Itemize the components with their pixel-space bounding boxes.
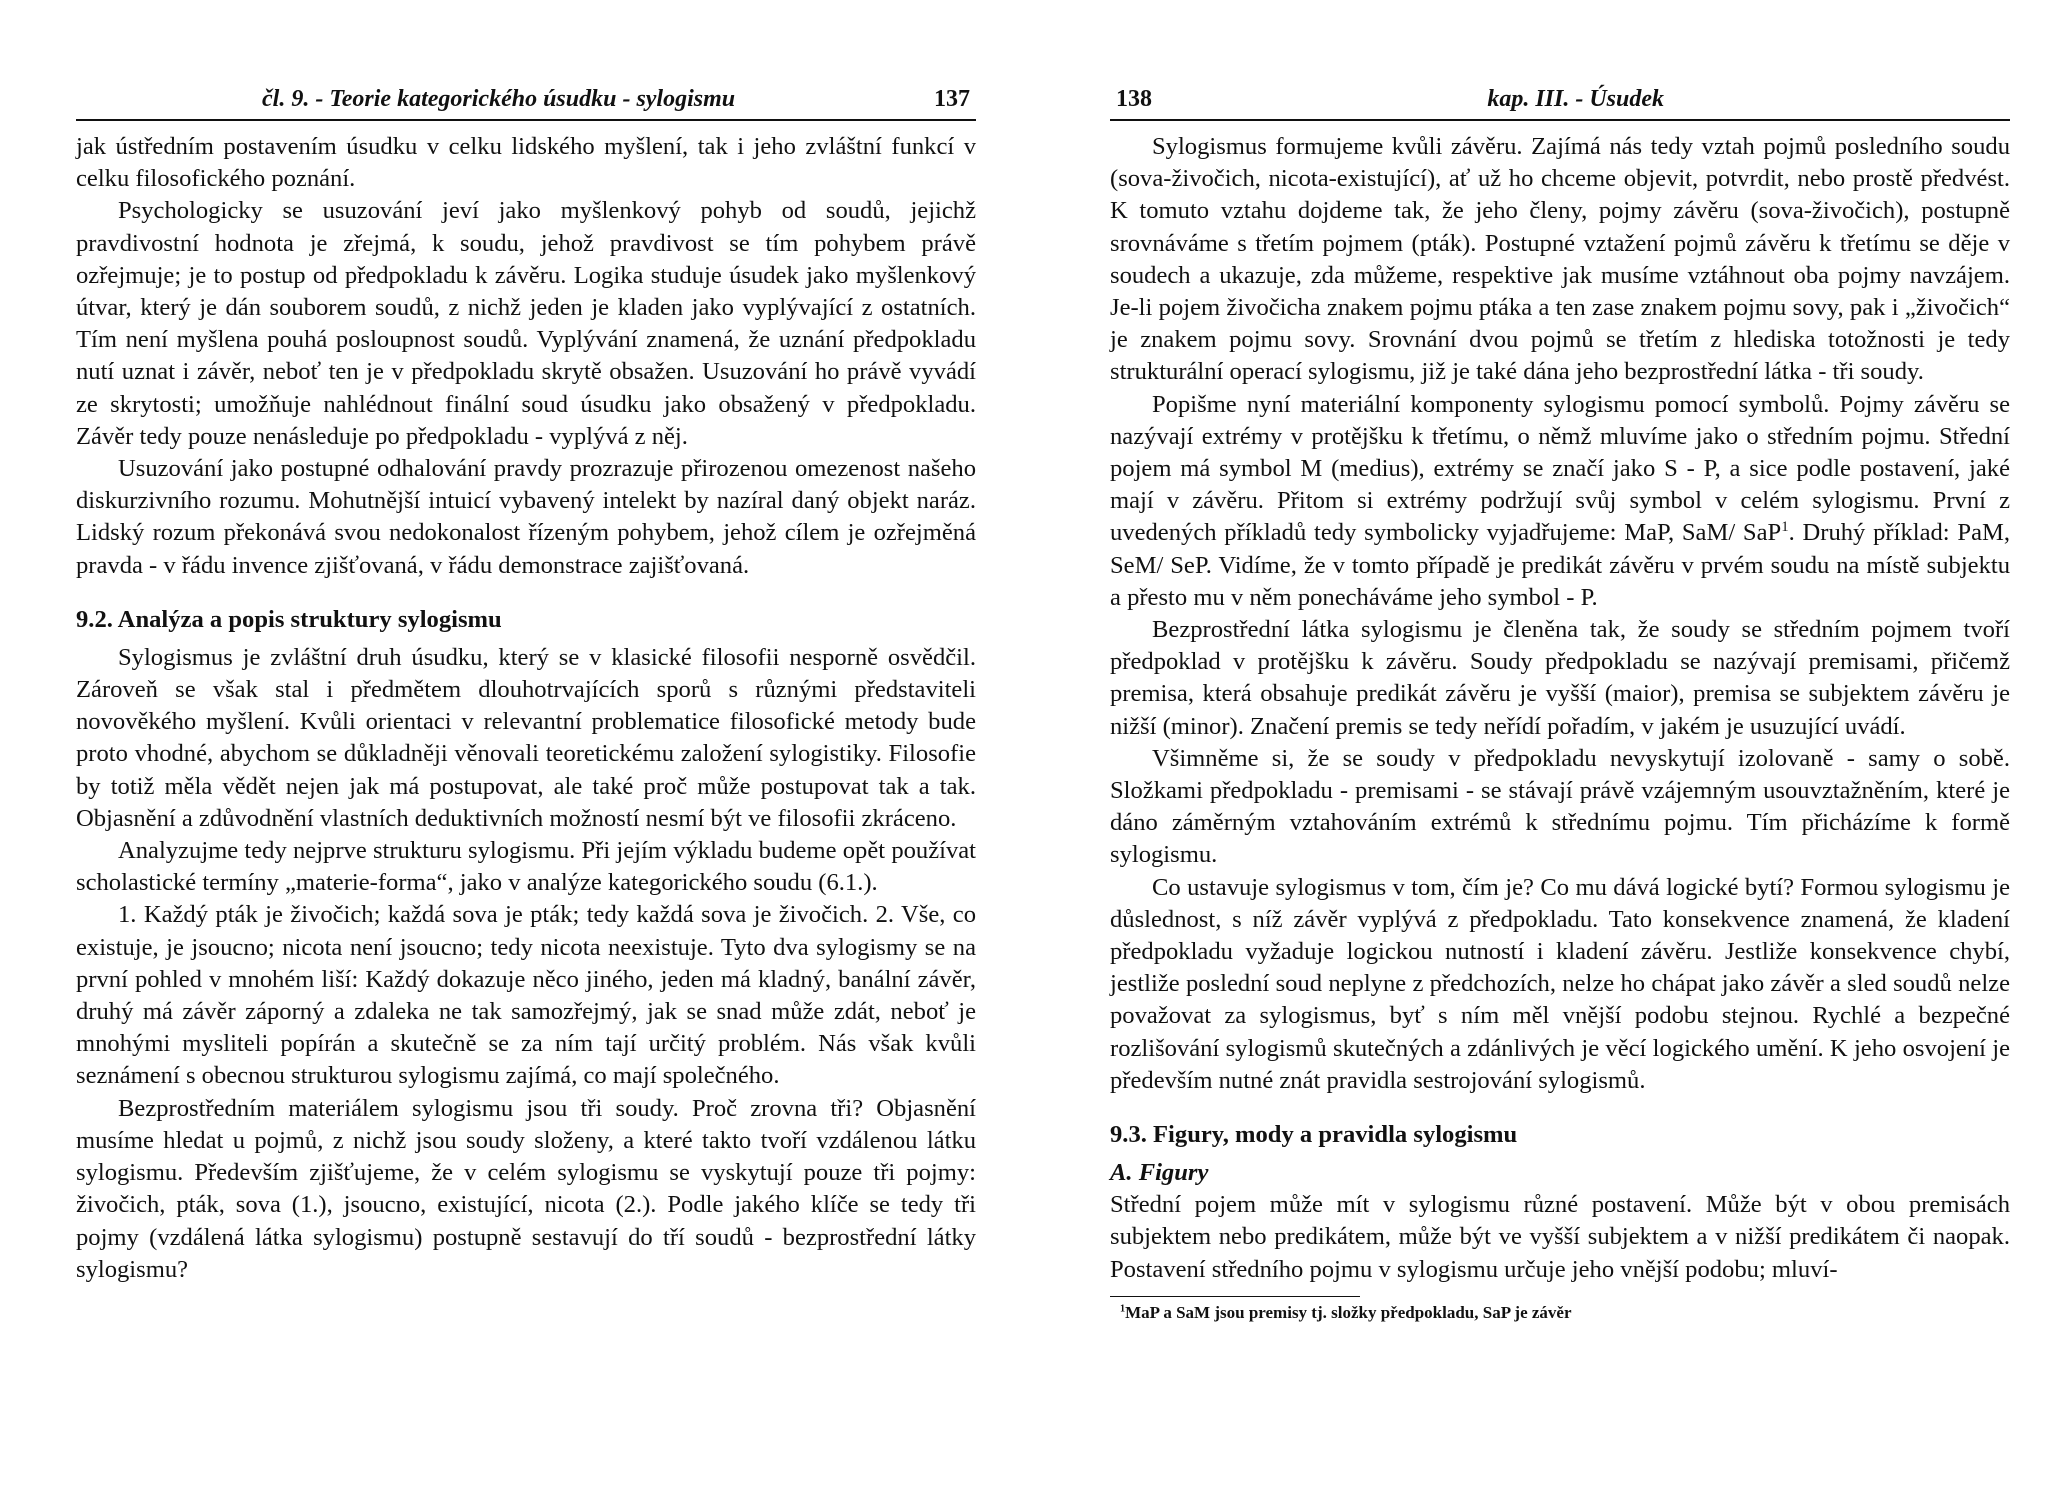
paragraph: Všimněme si, že se soudy v předpokladu nevyskytují izolovaně - samy o sobě. Složkami předpokladu - premisami - se stávají právě vzájemným usouvztažněním, které je dáno záměrným vztahováním extrémů k střednímu pojmu. Tím přicházíme k formě sylogismu. xyxy=(1110,744,2010,869)
paragraph: Bezprostředním materiálem sylogismu jsou tři soudy. Proč zrovna tři? Objasnění musíme hledat u pojmů, z nichž jsou soudy složeny, a které takto tvoří vzdálenou látku sylogismu. Především zjišťujeme, že v celém sylogismu se vyskytují pouze tři pojmy: živočich, pták, sova (1.), jsoucno, existující, nicota (2.). Podle jakého klíče se tedy tři pojmy (vzdálená látka sylogismu) postupně sestavují do tří soudů - bezprostřední látky sylogismu? xyxy=(76,1094,976,1283)
right-page-number: 138 xyxy=(1116,86,1152,112)
paragraph: Usuzování jako postupné odhalování pravdy prozrazuje přirozenou omezenost našeho diskurzivního rozumu. Mohutnější intuicí vybavený intelekt by nazíral daný objekt naráz. Lidský rozum překonává svou nedokonalost řízeným pohybem, jehož cílem je ozřejměná pravda - v řádu invence zjišťovaná, v řádu demonstrace zajišťovaná. xyxy=(76,455,976,579)
paragraph-text: . Druhý příklad: PaM, SeM/ SeP. Vidíme, že v tomto případě je predikát závěru v prvém soudu na místě subjektu a přesto mu v něm ponecháváme jeho symbol - P. xyxy=(1110,519,2011,611)
paragraph: Sylogismus je zvláštní druh úsudku, který se v klasické filosofii nesporně osvědčil. Zároveň se však stal i předmětem dlouhotrvajících sporů s různými představiteli novověkého myšlení. Kvůli orientaci v relevantní problematice filosofické metody bude proto vhodné, abychom se důkladněji věnovali teoretickému založení sylogistiky. Filosofie by totiž měla vědět nejen jak má postupovat, ale také proč může postupovat tak a tak. Objasnění a zdůvodnění vlastních deduktivních možností nesmí být ve filosofii zkráceno. xyxy=(76,643,976,832)
paragraph: Střední pojem může mít v sylogismu různé postavení. Může být v obou premisách subjektem nebo predikátem, může být ve vyšší subjektem a v nižší predikátem či naopak. Postavení středního pojmu v sylogismu určuje jeho vnější podobu; mluví- xyxy=(1110,1191,2010,1283)
paragraph: 1. Každý pták je živočich; každá sova je pták; tedy každá sova je živočich. 2. Vše, co existuje, je jsoucno; nicota není jsoucno; tedy nicota neexistuje. Tyto dva sylogismy se na první pohled v mnohém liší: Každý dokazuje něco jiného, jeden má kladný, banální závěr, druhý má závěr záporný a zdaleka ne tak samozřejmý, jak se snad může zdát, neboť je mnohými mysliteli popírán a skutečně se za ním tají určitý problém. Nás však kvůli seznámení s obecnou strukturou sylogismu zajímá, co mají společného. xyxy=(76,901,976,1090)
footnote-text: MaP a SaM jsou premisy tj. složky předpokladu, SaP je závěr xyxy=(1125,1302,1572,1322)
paragraph: Analyzujme tedy nejprve strukturu sylogismu. Při jejím výkladu budeme opět používat scholastické termíny „materie-forma“, jako v analýze kategorického soudu (6.1.). xyxy=(76,837,976,897)
paragraph-text: Popišme nyní materiální komponenty sylogismu pomocí symbolů. Pojmy závěru se nazývají extrémy v protějšku k třetímu, o němž mluvíme jako o středním pojmu. Střední pojem má symbol M (medius), extrémy se značí jako S - P, a sice podle postavení, jaké mají v závěru. Přitom si extrémy podržují svůj symbol v celém sylogismu. První z uvedených příkladů tedy symbolicky vyjadřujeme: MaP, SaM/ SaP xyxy=(1110,390,2010,547)
footnote-reference: 1 xyxy=(1781,519,1789,536)
left-page-number: 137 xyxy=(934,86,970,112)
footnote xyxy=(1120,1301,2010,1325)
section-heading: 9.2. Analýza a popis struktury sylogismu xyxy=(76,605,502,633)
paragraph-symbols xyxy=(1110,389,2010,614)
section-heading: 9.3. Figury, mody a pravidla sylogismu xyxy=(1110,1121,1518,1149)
right-page xyxy=(1110,86,2010,1325)
left-header-title: čl. 9. - Teorie kategorického úsudku - sylogismu xyxy=(262,86,736,112)
paragraph: jak ústředním postavením úsudku v celku lidského myšlení, tak i jeho zvláštní funkcí v celku filosofického poznání. xyxy=(76,133,976,193)
left-page xyxy=(76,86,976,1286)
subsection-heading: A. Figury xyxy=(1110,1159,1209,1187)
footnote-marker: 1 xyxy=(1120,1303,1126,1315)
paragraph: Co ustavuje sylogismus v tom, čím je? Co mu dává logické bytí? Formou sylogismu je důslednost, s níž závěr vyplývá z předpokladu. Tato konsekvence znamená, že kladení předpokladu vyžaduje logickou nutností i kladení závěru. Jestliže konsekvence chybí, jestliže poslední soud neplyne z předchozích, nelze ho chápat jako závěr a sled soudů nelze považovat za sylogismus, byť s ním měl vnější podobu stejnou. Rychlé a bezpečné rozlišování sylogismů skutečných a zdánlivých je věcí logického umění. K jeho osvojení je především nutné znát pravidla sestrojování sylogismů. xyxy=(1110,873,2010,1094)
right-header-title: kap. III. - Úsudek xyxy=(1487,86,1664,112)
paragraph: Psychologicky se usuzování jeví jako myšlenkový pohyb od soudů, jejichž pravdivostní hodnota je zřejmá, k soudu, jehož pravdivost se tím pohybem právě ozřejmuje; je to postup od předpokladu k závěru. Logika studuje úsudek jako myšlenkový útvar, který je dán souborem soudů, z nichž jeden je kladen jako vyplývající z ostatních. Tím není myšlena pouhá posloupnost soudů. Vyplývání znamená, že uznání předpokladu nutí uznat i závěr, neboť ten je v předpokladu skrytě obsažen. Usuzování ho právě vyvádí ze skrytosti; umožňuje nahlédnout finální soud úsudku jako obsažený v předpokladu. Závěr tedy pouze nenásleduje po předpokladu - vyplývá z něj. xyxy=(76,197,976,450)
paragraph: Sylogismus formujeme kvůli závěru. Zajímá nás tedy vztah pojmů posledního soudu (sova-živočich, nicota-existující), ať už ho chceme objevit, potvrdit, nebo prostě předvést. K tomuto vztahu dojdeme tak, že jeho členy, pojmy závěru (sova-živočich), postupně srovnáváme s třetím pojmem (pták). Postupné vztažení pojmů závěru k třetímu se děje v soudech a ukazuje, zda můžeme, respektive jak musíme vztáhnout oba pojmy navzájem. Je-li pojem živočicha znakem pojmu ptáka a ten zase znakem pojmu sovy, pak i „živočich“ je znakem pojmu sovy. Srovnání dvou pojmů se třetím z hlediska totožnosti je tedy strukturální operací sylogismu, již je také dána jeho bezprostřední látka - tři soudy. xyxy=(1110,133,2010,386)
right-running-head xyxy=(1110,86,2010,121)
footnote-divider xyxy=(1110,1296,1360,1297)
left-running-head xyxy=(76,86,976,121)
paragraph: Bezprostřední látka sylogismu je členěna tak, že soudy se středním pojmem tvoří předpoklad v protějšku k závěru. Soudy předpokladu se nazývají premisami, přičemž premisa, která obsahuje predikát závěru je vyšší (maior), premisa se subjektem závěru je nižší (minor). Značení premis se tedy neřídí pořadím, v jakém je usuzující uvádí. xyxy=(1110,616,2010,740)
